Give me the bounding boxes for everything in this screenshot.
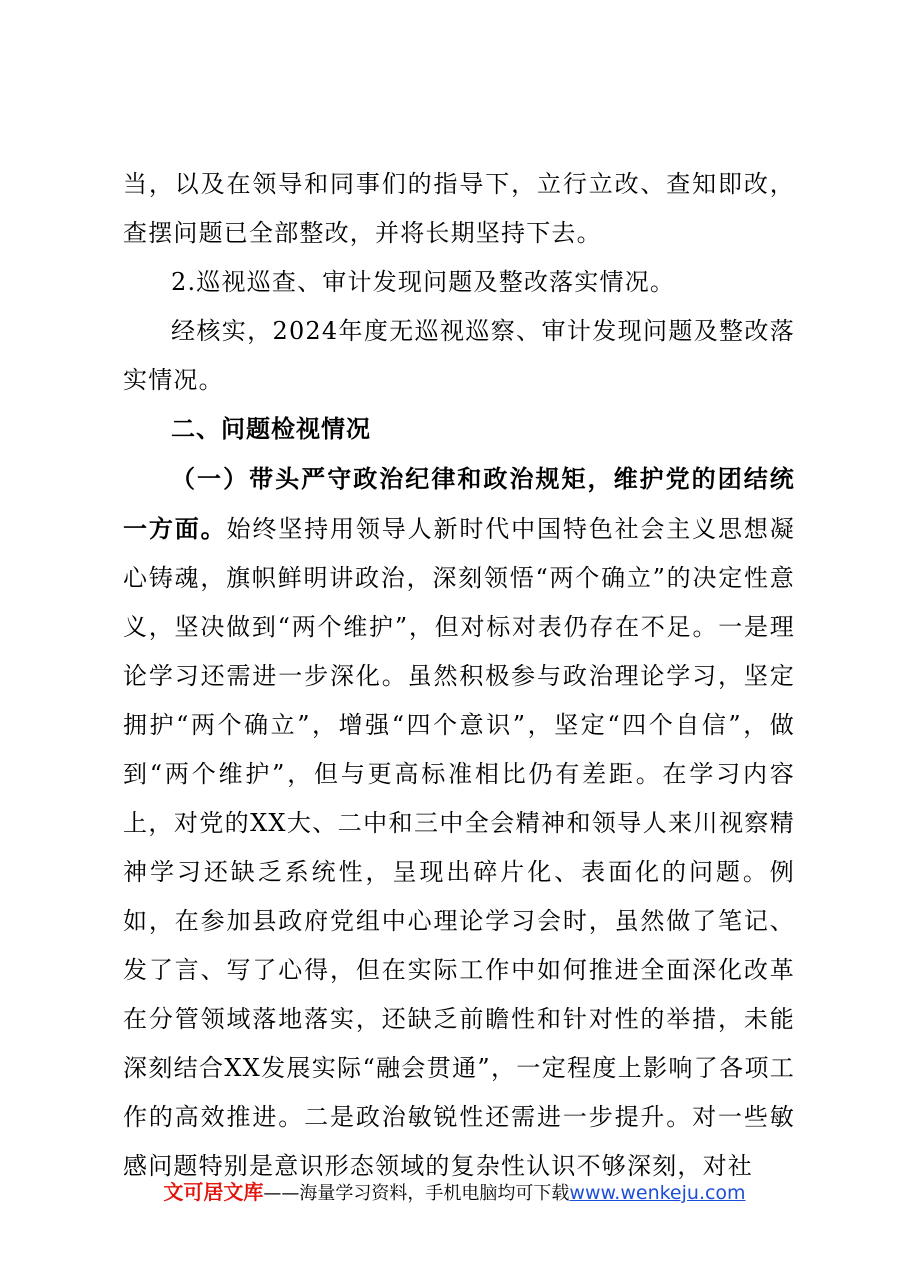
paragraph-item-2: 2.巡视巡查、审计发现问题及整改落实情况。 <box>171 268 676 296</box>
footer-tagline: ——海量学习资料，手机电脑均可下载 <box>263 1183 570 1204</box>
document-body <box>123 160 795 1191</box>
footer-banner <box>0 1178 909 1208</box>
paragraph-section-one <box>123 454 795 1191</box>
paragraph-continuation: 当，以及在领导和同事们的指导下，立行立改、查知即改，查摆问题已全部整改，并将长期坚持下去。 <box>123 170 795 247</box>
subsection-body: 始终坚持用领导人新时代中国特色社会主义思想凝心铸魂，旗帜鲜明讲政治，深刻领悟“两个确立”的决定性意义，坚决做到“两个维护”，但对标对表仍存在不足。一是理论学习还需进一步深化。虽然积极参与政治理论学习，坚定拥护“两个确立”，增强“四个意识”，坚定“四个自信”，做到“两个维护”，但与更高标准相比仍有差距。在学习内容上，对党的XX大、二中和三中全会精神和领导人来川视察精神学习还缺乏系统性，呈现出碎片化、表面化的问题。例如，在参加县政府党组中心理论学习会时，虽然做了笔记、发了言、写了心得，但在实际工作中如何推进全面深化改革在分管领域落地落实，还缺乏前瞻性和针对性的举措，未能深刻结合XX发展实际“融会贯通”，一定程度上影响了各项工作的高效推进。二是政治敏锐性还需进一步提升。对一些敏感问题特别是意识形态领域的复杂性认识不够深刻，对社 <box>123 515 795 1180</box>
paragraph-verification: 经核实，2024年度无巡视巡察、审计发现问题及整改落实情况。 <box>123 317 795 394</box>
footer-link[interactable]: www.wenkeju.com <box>569 1182 746 1204</box>
section-heading: 二、问题检视情况 <box>171 415 371 443</box>
footer-brand: 文可居文库 <box>163 1180 264 1204</box>
subsection-lead: （一）带头严守政治纪律和政治规矩，维护党的团结统一方面。 <box>123 464 795 543</box>
